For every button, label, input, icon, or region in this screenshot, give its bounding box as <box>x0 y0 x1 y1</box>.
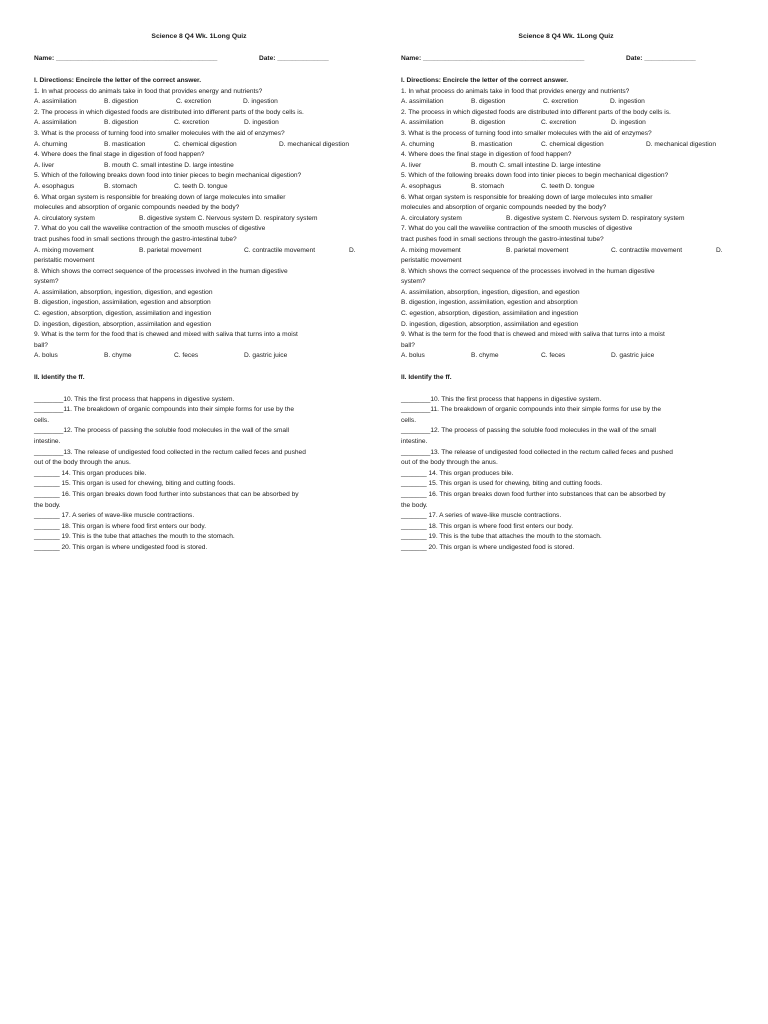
option: A. circulatory system <box>401 214 462 222</box>
question-3-options <box>34 140 364 151</box>
option: D. ingestion <box>244 119 279 127</box>
option: A. assimilation <box>401 98 444 106</box>
option: A. assimilation <box>34 119 77 127</box>
identify-item: ________12. The process of passing the soluble food molecules in the wall of the small <box>34 427 289 435</box>
identify-item: _______ 19. This is the tube that attaches the mouth to the stomach. <box>401 533 602 541</box>
option: A. mixing movement <box>401 246 461 254</box>
name-field-label: Name: ____________________________________________ <box>401 55 585 62</box>
question-9-cont: ball? <box>401 341 415 349</box>
question-4: 4. Where does the final stage in digestion of food happen? <box>34 151 205 159</box>
name-date-row <box>401 54 731 65</box>
option: C. egestion, absorption, digestion, assimilation and ingestion <box>401 310 579 318</box>
option: B. digestive system C. Nervous system D. respiratory system <box>506 214 685 222</box>
identify-item: ________11. The breakdown of organic compounds into their simple forms for use by the <box>34 406 294 414</box>
option: B. mastication <box>471 140 513 148</box>
question-7-cont: tract pushes food in small sections through the gastro-intestinal tube? <box>401 235 604 243</box>
option: A. bolus <box>401 352 425 360</box>
question-8-cont: system? <box>401 278 426 286</box>
identify-item: _______ 18. This organ is where food first enters our body. <box>34 522 207 530</box>
option: A. assimilation, absorption, ingestion, digestion, and egestion <box>401 288 580 296</box>
identify-item: ________10. This the first process that happens in digestive system. <box>34 395 235 403</box>
option: C. egestion, absorption, digestion, assimilation and ingestion <box>34 310 212 318</box>
identify-item: ________11. The breakdown of organic compounds into their simple forms for use by the <box>401 406 661 414</box>
question-6-cont: molecules and absorption of organic compounds needed by the body? <box>401 204 607 212</box>
identify-item: _______ 16. This organ breaks down food further into substances that can be absorbed by <box>401 490 666 498</box>
question-8: 8. Which shows the correct sequence of the processes involved in the human digestive <box>34 267 288 275</box>
question-2-options <box>34 118 364 129</box>
option: A. mixing movement <box>34 246 94 254</box>
question-1: 1. In what process do animals take in food that provides energy and nutrients? <box>34 87 263 95</box>
option: D. <box>349 246 356 254</box>
identify-item-cont: the body. <box>34 501 61 509</box>
option: B. digestion <box>471 98 506 106</box>
question-5: 5. Which of the following breaks down food into tinier pieces to begin mechanical digestion? <box>34 172 302 180</box>
option: B. chyme <box>104 352 132 360</box>
question-6-options <box>401 214 731 225</box>
identify-item: _______ 14. This organ produces bile. <box>34 469 147 477</box>
question-9-options <box>401 351 731 362</box>
option: C. feces <box>541 352 566 360</box>
option: C. excretion <box>541 119 577 127</box>
question-7-cont: tract pushes food in small sections through the gastro-intestinal tube? <box>34 235 237 243</box>
question-6-options <box>34 214 364 225</box>
option: A. assimilation <box>34 98 77 106</box>
question-7-options <box>34 246 364 257</box>
identify-item: _______ 15. This organ is used for chewing, biting and cutting foods. <box>401 480 603 488</box>
option: C. chemical digestion <box>174 140 237 148</box>
question-5-options <box>34 182 364 193</box>
option: D. gastric juice <box>244 352 288 360</box>
identify-items <box>34 395 364 554</box>
part1-heading: I. Directions: Encircle the letter of the correct answer. <box>34 77 202 84</box>
option: B. stomach <box>104 182 137 190</box>
option: B. digestion <box>104 119 139 127</box>
name-date-row <box>34 54 364 65</box>
option: B. mouth C. small intestine D. large intestine <box>104 161 234 169</box>
question-7-options <box>401 246 731 257</box>
option: A. assimilation <box>401 119 444 127</box>
option: A. assimilation, absorption, ingestion, digestion, and egestion <box>34 288 213 296</box>
identify-item-cont: cells. <box>401 416 417 424</box>
option: B. stomach <box>471 182 504 190</box>
question-9-cont: ball? <box>34 341 48 349</box>
question-1: 1. In what process do animals take in food that provides energy and nutrients? <box>401 87 630 95</box>
question-2: 2. The process in which digested foods are distributed into different parts of the body cells is. <box>401 108 671 116</box>
option: D. ingestion <box>611 119 646 127</box>
identify-item: ________13. The release of undigested food collected in the rectum called feces and pushed <box>34 448 306 456</box>
option: C. excretion <box>176 98 212 106</box>
identify-item-cont: cells. <box>34 416 50 424</box>
part2-heading: II. Identify the ff. <box>401 374 452 382</box>
option: C. teeth D. tongue <box>541 182 595 190</box>
question-4: 4. Where does the final stage in digestion of food happen? <box>401 151 572 159</box>
question-1-options <box>401 97 731 108</box>
option: D. ingestion, digestion, absorption, assimilation and egestion <box>34 320 212 328</box>
date-field-label: Date: ______________ <box>626 55 696 62</box>
question-3: 3. What is the process of turning food into smaller molecules with the aid of enzymes? <box>34 129 285 137</box>
identify-item: _______ 14. This organ produces bile. <box>401 469 514 477</box>
option: B. chyme <box>471 352 499 360</box>
option: B. digestion, ingestion, assimilation, egestion and absorption <box>34 299 211 307</box>
identify-item: _______ 17. A series of wave-like muscle contractions. <box>34 512 195 520</box>
identify-item: _______ 20. This organ is where undigested food is stored. <box>401 543 575 551</box>
date-field-label: Date: ______________ <box>259 55 329 62</box>
option: D. gastric juice <box>611 352 655 360</box>
question-3: 3. What is the process of turning food into smaller molecules with the aid of enzymes? <box>401 129 652 137</box>
identify-item-cont: the body. <box>401 501 428 509</box>
option: D. ingestion, digestion, absorption, assimilation and egestion <box>401 320 579 328</box>
option: A. churning <box>401 140 435 148</box>
question-3-options <box>401 140 731 151</box>
option: A. bolus <box>34 352 58 360</box>
question-7-option-d: peristaltic movement <box>34 257 95 265</box>
option: B. digestion, ingestion, assimilation, egestion and absorption <box>401 299 578 307</box>
option: A. esophagus <box>401 182 442 190</box>
question-6-cont: molecules and absorption of organic compounds needed by the body? <box>34 204 240 212</box>
option: B. digestion <box>471 119 506 127</box>
question-9-options <box>34 351 364 362</box>
identify-item-cont: out of the body through the anus. <box>401 459 498 467</box>
question-2-options <box>401 118 731 129</box>
option: C. contractile movement <box>244 246 316 254</box>
option: A. esophagus <box>34 182 75 190</box>
option: D. ingestion <box>243 98 278 106</box>
question-2: 2. The process in which digested foods are distributed into different parts of the body cells is. <box>34 108 304 116</box>
option: C. chemical digestion <box>541 140 604 148</box>
question-8-cont: system? <box>34 278 59 286</box>
part1-heading: I. Directions: Encircle the letter of the correct answer. <box>401 77 569 84</box>
identify-item: ________10. This the first process that happens in digestive system. <box>401 395 602 403</box>
quiz-page-right <box>401 32 731 554</box>
identify-item: _______ 15. This organ is used for chewing, biting and cutting foods. <box>34 480 236 488</box>
identify-item: _______ 20. This organ is where undigested food is stored. <box>34 543 208 551</box>
question-6: 6. What organ system is responsible for breaking down of large molecules into smaller <box>34 193 286 201</box>
identify-item-cont: intestine. <box>401 438 428 445</box>
question-9: 9. What is the term for the food that is chewed and mixed with saliva that turns into a moist <box>401 331 665 339</box>
question-6: 6. What organ system is responsible for breaking down of large molecules into smaller <box>401 193 653 201</box>
question-4-options <box>401 161 731 172</box>
option: C. contractile movement <box>611 246 683 254</box>
option: C. excretion <box>543 98 579 106</box>
part2-heading: II. Identify the ff. <box>34 374 85 382</box>
option: C. excretion <box>174 119 210 127</box>
option: B. mastication <box>104 140 146 148</box>
question-1-options <box>34 97 364 108</box>
question-9: 9. What is the term for the food that is chewed and mixed with saliva that turns into a moist <box>34 331 298 339</box>
question-4-options <box>34 161 364 172</box>
question-7-option-d: peristaltic movement <box>401 257 462 265</box>
option: C. teeth D. tongue <box>174 182 228 190</box>
question-7: 7. What do you call the wavelike contraction of the smooth muscles of digestive <box>401 225 633 233</box>
option: B. mouth C. small intestine D. large intestine <box>471 161 601 169</box>
option: A. circulatory system <box>34 214 95 222</box>
identify-item-cont: intestine. <box>34 438 61 445</box>
option: B. digestion <box>104 98 139 106</box>
identify-item: _______ 16. This organ breaks down food further into substances that can be absorbed by <box>34 490 299 498</box>
identify-item-cont: out of the body through the anus. <box>34 459 131 467</box>
option: D. mechanical digestion <box>279 140 350 148</box>
option: D. ingestion <box>610 98 645 106</box>
quiz-title: Science 8 Q4 Wk. 1Long Quiz <box>151 33 247 40</box>
option: B. digestive system C. Nervous system D. respiratory system <box>139 214 318 222</box>
name-field-label: Name: ____________________________________________ <box>34 55 218 62</box>
quiz-title: Science 8 Q4 Wk. 1Long Quiz <box>518 33 614 40</box>
quiz-page-left <box>34 32 364 554</box>
question-8: 8. Which shows the correct sequence of the processes involved in the human digestive <box>401 267 655 275</box>
identify-items <box>401 395 731 554</box>
option: B. parietal movement <box>139 246 202 254</box>
option: C. feces <box>174 352 199 360</box>
option: D. <box>716 246 723 254</box>
option: A. liver <box>34 161 55 169</box>
identify-item: ________13. The release of undigested food collected in the rectum called feces and pushed <box>401 448 673 456</box>
identify-item: _______ 19. This is the tube that attaches the mouth to the stomach. <box>34 533 235 541</box>
option: D. mechanical digestion <box>646 140 717 148</box>
identify-item: _______ 17. A series of wave-like muscle contractions. <box>401 512 562 520</box>
option: B. parietal movement <box>506 246 569 254</box>
question-5: 5. Which of the following breaks down food into tinier pieces to begin mechanical digestion? <box>401 172 669 180</box>
question-7: 7. What do you call the wavelike contraction of the smooth muscles of digestive <box>34 225 266 233</box>
identify-item: _______ 18. This organ is where food first enters our body. <box>401 522 574 530</box>
option: A. liver <box>401 161 422 169</box>
option: A. churning <box>34 140 68 148</box>
question-5-options <box>401 182 731 193</box>
identify-item: ________12. The process of passing the soluble food molecules in the wall of the small <box>401 427 656 435</box>
